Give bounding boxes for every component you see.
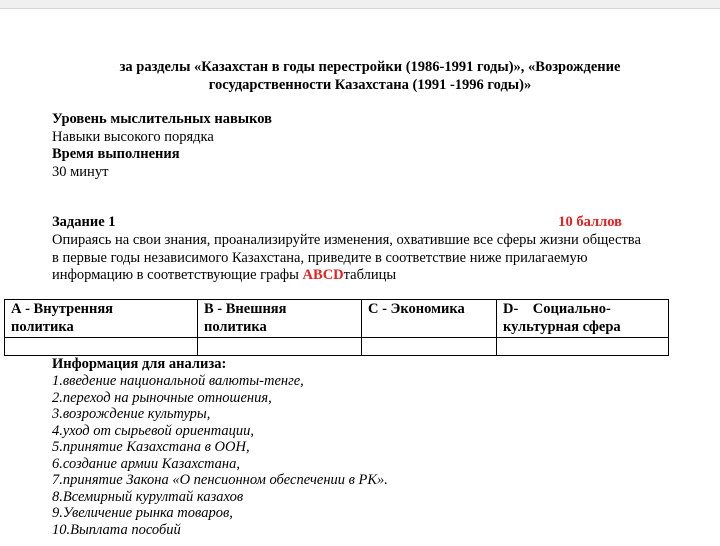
task-text-line-3-end: таблицы	[343, 267, 397, 283]
info-title: Информация для анализа:	[52, 356, 227, 372]
list-item: 4.уход от сырьевой ориентации,	[52, 422, 254, 439]
task-points: 10 баллов	[558, 214, 622, 230]
time-label: Время выполнения	[52, 146, 180, 162]
title-line-2: государственности Казахстана (1991 -1996 годы)»	[208, 77, 532, 93]
level-value: Навыки высокого порядка	[52, 128, 214, 145]
window-top-bar	[0, 0, 720, 9]
header-social-cultural	[497, 300, 669, 338]
header-c-line-1: С - Экономика	[368, 301, 465, 317]
answer-cell-a[interactable]	[5, 338, 198, 356]
skills-section	[52, 111, 272, 181]
answer-cell-c[interactable]	[362, 338, 497, 356]
list-item: 3.возрождение культуры,	[52, 406, 211, 422]
header-economy	[362, 300, 497, 338]
header-internal-policy	[5, 300, 198, 338]
header-foreign-policy	[198, 300, 362, 338]
time-value: 30 минут	[52, 163, 109, 180]
header-a-line-1: А - Внутренняя	[11, 301, 114, 317]
header-b-line-1: В - Внешняя	[204, 301, 287, 317]
list-item: 1.введение национальной валюты-тенге,	[52, 373, 304, 389]
task-text-line-1: Опираясь на свои знания, проанализируйте изменения, охватившие все сферы жизни общества	[52, 232, 641, 248]
task-text-line-3	[52, 267, 702, 285]
task-text-line-2: в первые годы независимого Казахстана, приведите в соответствие ниже прилагаемую	[52, 249, 588, 266]
document-title	[60, 58, 680, 94]
header-b-line-2: политика	[204, 318, 267, 335]
list-item: 9.Увеличение рынка товаров,	[52, 505, 233, 521]
task-text-line-3-start: информацию в соответствующие графы	[52, 267, 303, 283]
abcd-highlight: ABCD	[302, 267, 344, 283]
list-item: 7.принятие Закона «О пенсионном обеспечении в РК».	[52, 472, 388, 488]
title-line-1: за разделы «Казахстан в годы перестройки (1986-1991 годы)», «Возрождение	[119, 59, 621, 75]
list-item: 2.переход на рыночные отношения,	[52, 389, 272, 406]
table-header-row	[5, 300, 669, 338]
table-answer-row	[5, 338, 669, 356]
list-item: 10.Выплата пособий	[52, 521, 181, 538]
header-d-line-1: D- Социально-	[503, 301, 611, 317]
list-item: 5.принятие Казахстана в ООН,	[52, 439, 250, 455]
header-d-line-2: культурная сфера	[503, 318, 621, 335]
info-list	[52, 373, 388, 538]
level-label: Уровень мыслительных навыков	[52, 111, 272, 127]
list-item: 6.создание армии Казахстана,	[52, 455, 240, 472]
list-item: 8.Всемирный курултай казахов	[52, 488, 244, 505]
answer-table	[4, 299, 669, 356]
answer-cell-b[interactable]	[198, 338, 362, 356]
task-text	[52, 232, 702, 285]
answer-cell-d[interactable]	[497, 338, 669, 356]
header-a-line-2: политика	[11, 318, 74, 335]
info-section	[52, 356, 388, 538]
task-label: Задание 1	[52, 214, 116, 230]
task-header	[52, 214, 622, 231]
